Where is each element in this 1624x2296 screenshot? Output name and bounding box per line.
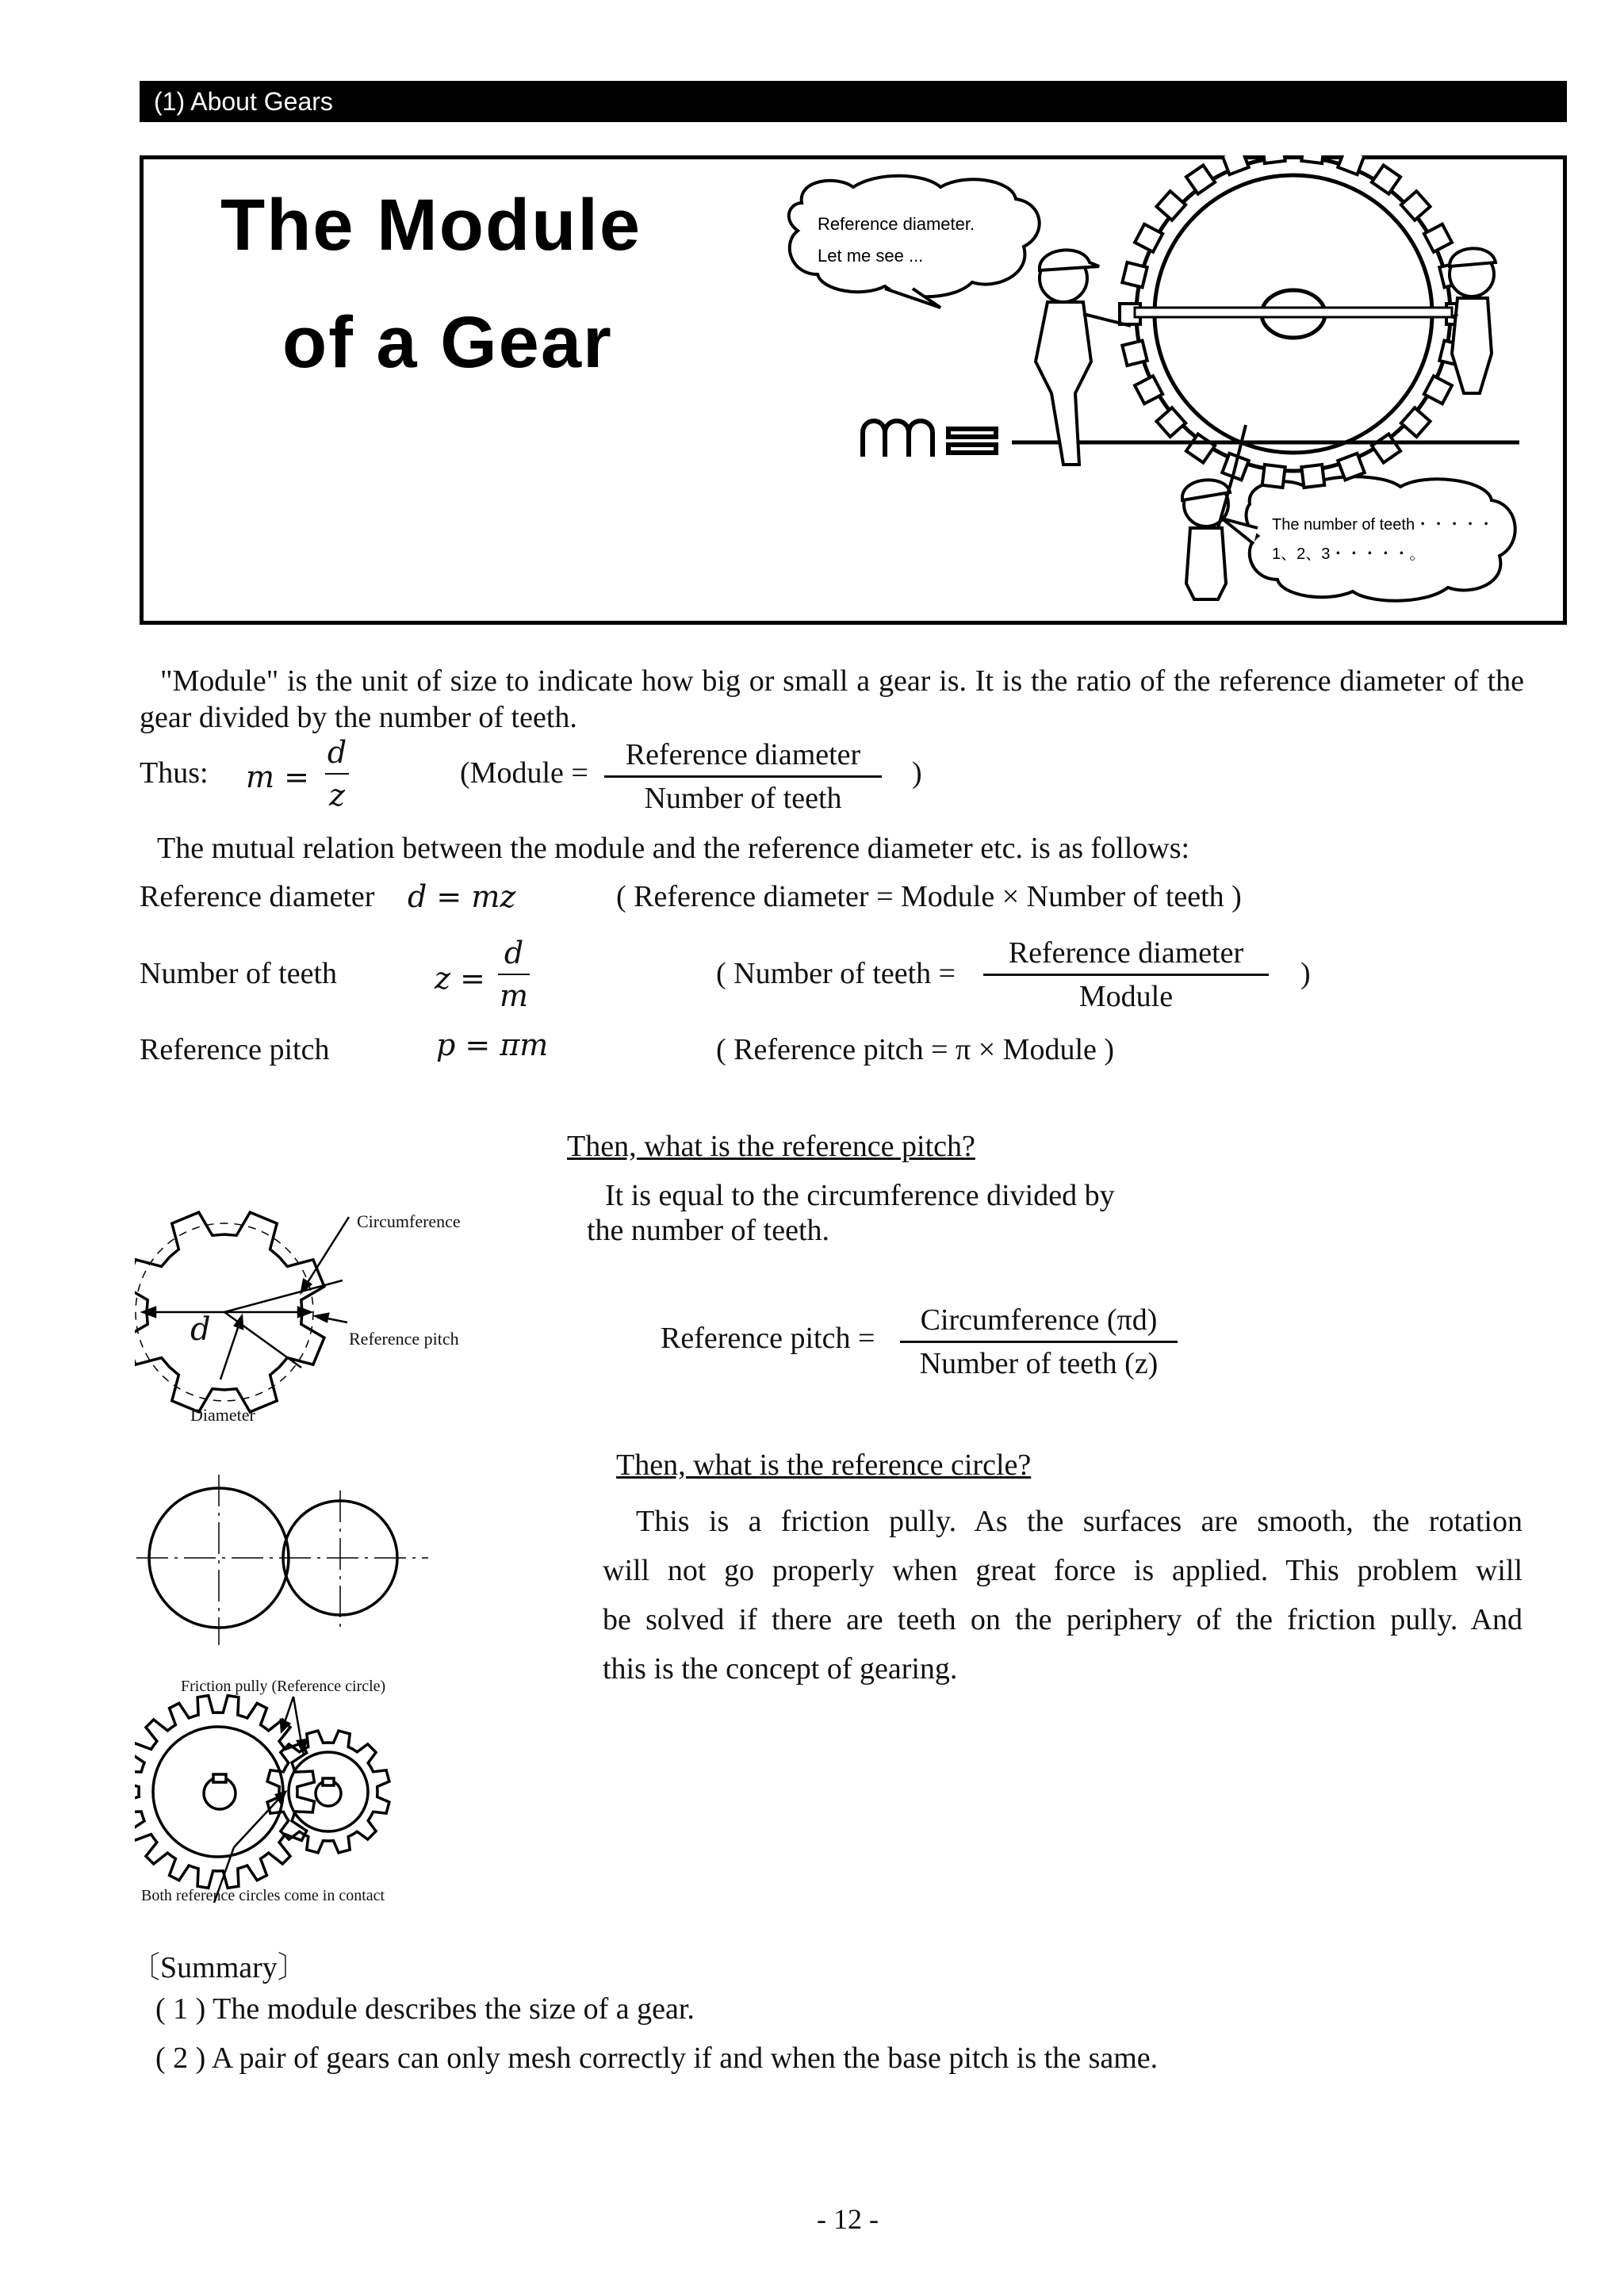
banner-title-line1: The Module [220,185,642,266]
m-equals-symbol [863,421,996,457]
relations-lead: The mutual relation between the module and the reference diameter etc. is as follows: [157,832,1190,865]
fraction-numerator: Reference diameter [1008,936,1244,970]
module-formula-lhs: m = [246,760,309,794]
thus-label: Thus: [140,756,209,790]
section-header: (1) About Gears [140,81,1567,122]
label-both-contact: Both reference circles come in contact [141,1887,385,1904]
ref-pitch-words: ( Reference pitch = π × Module ) [716,1033,1115,1066]
bubble-top-line1: Reference diameter. [818,214,975,234]
gear-tooth [1122,262,1147,287]
circle-line4: this is the concept of gearing. [603,1652,958,1686]
friction-pully-figure [135,1467,452,1657]
fraction-bar [900,1341,1178,1343]
gear-tooth [1122,341,1147,365]
speech-bubble-bottom [1222,476,1515,601]
module-words-prefix: (Module = [460,756,588,790]
gear-tooth [1262,155,1285,163]
num-teeth-words-prefix: ( Number of teeth = [716,957,956,990]
gear-tooth [1424,224,1452,252]
label-friction-pully: Friction pully (Reference circle) [181,1678,386,1695]
num-teeth-words-suffix: ) [1300,957,1311,990]
cartoon-figure-left [1036,250,1131,465]
gear-tooth [1186,165,1215,193]
pitch-formula-fraction [900,1303,1178,1381]
num-teeth-label: Number of teeth [140,957,338,990]
fraction-denominator: Module [1078,980,1174,1013]
summary-title: 〔Summary〕 [130,1951,308,1984]
large-gear-teeth [1120,155,1467,488]
fraction-denominator: Number of teeth [644,782,842,815]
pitch-heading: Then, what is the reference pitch? [567,1130,975,1163]
gear-tooth [1156,408,1185,437]
gear-tooth [1301,155,1324,163]
ref-diameter-formula: d = mz [408,879,516,914]
num-teeth-lhs: z = [435,961,485,996]
gear-tooth [1135,376,1162,404]
bubble-bottom-line2: 1、2、3・・・・・。 [1272,545,1426,563]
ref-pitch-formula: p = πm [436,1027,549,1062]
summary-item-2: ( 2 ) A pair of gears can only mesh correctly if and when the base pitch is the same. [155,2042,1159,2075]
circle-line3: be solved if there are teeth on the periphery of the friction pully. And [603,1603,1522,1636]
ref-diameter-label: Reference diameter [140,880,375,913]
num-teeth-fraction [498,936,530,1013]
fraction-bar [325,773,349,775]
pitch-formula-prefix: Reference pitch = [661,1322,875,1355]
page-number: - 12 - [817,2203,879,2235]
bubble-bottom-line1: The number of teeth・・・・・ [1272,516,1495,534]
module-formula-fraction [325,735,349,813]
fraction-numerator: d [327,735,347,770]
gear-tooth [1401,408,1431,437]
fraction-denominator: Number of teeth (z) [919,1347,1159,1380]
label-diameter: Diameter [190,1405,255,1425]
circle-line2: will not go properly when great force is applied. This problem will [603,1554,1522,1587]
banner-title-line2: of a Gear [282,302,613,383]
diameter-measuring-bar [1135,308,1452,317]
circle-line1: This is a friction pully. As the surfaces are smooth, the rotation [636,1505,1522,1538]
label-reference-pitch: Reference pitch [349,1329,459,1349]
fraction-denominator: z [328,778,346,813]
bubble-top-line2: Let me see ... [818,246,924,266]
cartoon-figure-right [1450,248,1496,393]
gear-tooth [1372,434,1400,462]
label-circumference: Circumference [357,1211,461,1231]
gear-tooth [1156,191,1185,220]
gear-hubs [153,1727,368,1857]
pitch-line1: It is equal to the circumference divided by [605,1179,1115,1212]
pitch-line2: the number of teeth. [587,1214,830,1247]
gear-tooth [1301,465,1324,488]
diameter-symbol-d: d [190,1311,211,1348]
fraction-bar [983,974,1269,976]
module-words-fraction [604,737,882,816]
num-teeth-words-fraction [983,936,1269,1014]
fraction-numerator: Reference diameter [625,738,861,771]
circle-paragraph [603,1497,1522,1693]
module-words-suffix: ) [912,756,922,790]
fraction-numerator: d [504,936,524,970]
fraction-denominator: m [499,978,529,1013]
gear-tooth [1135,224,1162,252]
fraction-bar [604,775,882,778]
gear-tooth [1186,434,1215,462]
speech-bubble-top [789,176,1040,308]
gear-tooth [1372,165,1400,193]
circle-heading: Then, what is the reference circle? [616,1448,1032,1482]
summary-item-1: ( 1 ) The module describes the size of a gear. [155,1992,695,2026]
gear-tooth [1401,191,1431,220]
ref-pitch-label: Reference pitch [140,1033,330,1066]
gear-tooth [1424,376,1452,404]
fraction-bar [498,974,530,975]
meshing-gears-figure [135,1689,420,1903]
fraction-numerator: Circumference (πd) [920,1303,1158,1337]
gear-tooth [1262,465,1285,488]
ref-diameter-words: ( Reference diameter = Module × Number of teeth ) [616,880,1242,913]
intro-paragraph: "Module" is the unit of size to indicate how big or small a gear is. It is the ratio of the reference diameter of the gear divided by the number of teeth. [140,664,1524,734]
